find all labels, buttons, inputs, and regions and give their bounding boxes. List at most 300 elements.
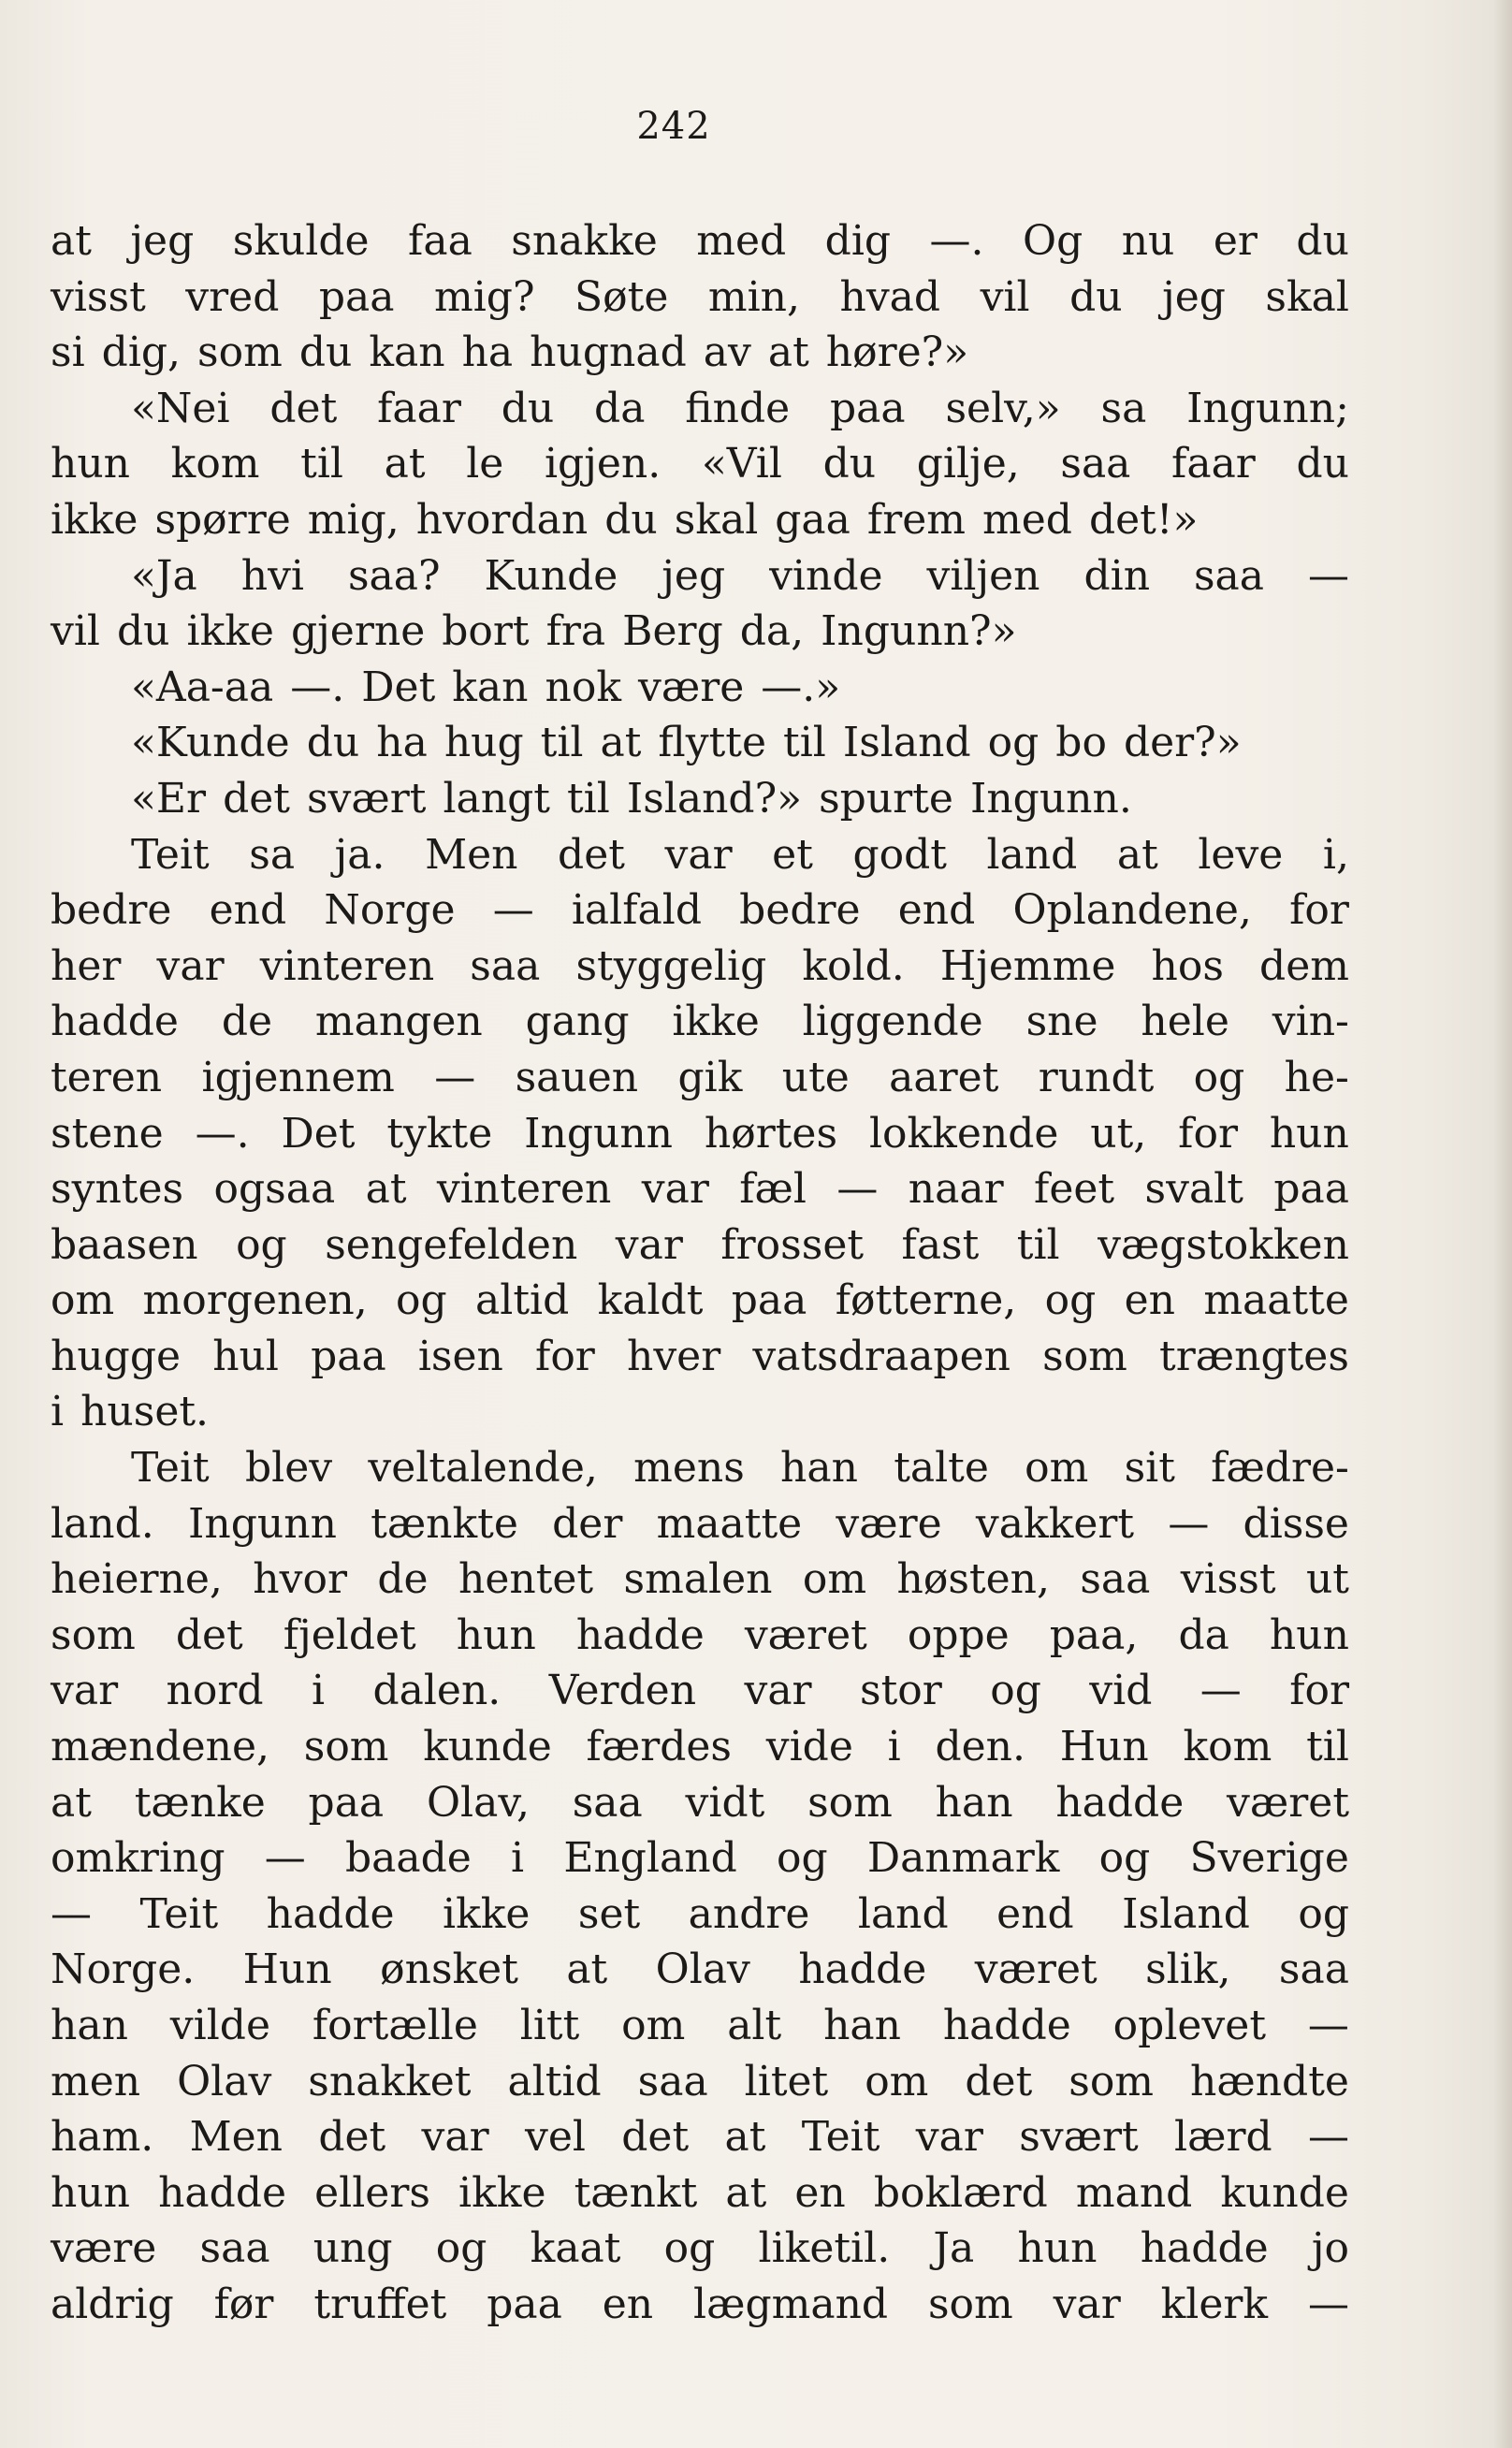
text-line [51,1161,1349,1217]
word: faar [377,384,461,432]
word: nord [166,1667,264,1715]
word: ha [376,719,428,767]
word: vinde [769,551,883,600]
word: altid [507,2057,602,2106]
word: kaldt [597,1276,704,1325]
word: kunde [1220,2168,1349,2217]
word: føtterne, [835,1276,1017,1325]
word: vil [980,272,1030,321]
word: «Kunde [131,719,290,767]
word: være [51,2224,157,2273]
word: leve [1198,830,1284,879]
word: sa [1100,384,1147,432]
word: og [236,1220,287,1269]
text-line [51,827,1349,883]
word: naar [908,1165,1004,1214]
word: og [435,2224,487,2273]
word: for [1289,886,1349,935]
word: hun [1269,1109,1349,1158]
word: hørtes [704,1109,838,1158]
word: spurte [819,774,953,823]
word: han [51,2002,128,2049]
page-edge-shadow [1493,0,1512,2448]
word: snakket [308,2057,472,2106]
word: Hjemme [939,941,1116,990]
text-line [51,436,1349,492]
text-line [51,2054,1349,2110]
word: jeg [662,551,726,600]
text-line [51,213,1349,270]
text-line [51,939,1349,995]
text-line [51,2109,1349,2165]
word: fjeldet [283,1610,416,1659]
word: hun [1017,2224,1098,2273]
word: set [577,1889,641,1938]
word: hentet [458,1555,594,1604]
word: syntes [51,1165,184,1214]
word: sa [249,830,296,879]
word: til [1016,1220,1060,1269]
word: «Ja [131,551,197,600]
word: paa [731,1276,807,1325]
word: — [51,1889,92,1938]
word: Berg [622,607,723,656]
word: og [1098,1834,1151,1883]
word: at [725,2168,767,2217]
word: lærd [1174,2113,1272,2162]
word: saa [1080,1555,1151,1604]
word: ellers [314,2168,430,2217]
word: ute [781,1053,850,1101]
word: vatsdraapen [752,1332,1010,1380]
word: Teit [801,2113,880,2162]
word: baasen [51,1220,198,1269]
word: mig? [433,272,535,321]
word: Verden [548,1667,697,1715]
word: truffet [313,2280,447,2328]
word: en [602,2280,654,2328]
word: saa [1193,551,1265,600]
word: skulde [232,217,370,265]
word: skal [674,495,759,544]
word: det [965,2057,1033,2106]
word: og [396,1276,447,1325]
text-line [51,325,1349,381]
word: bort [442,607,530,656]
text-line [51,1998,1349,2054]
word: de [221,998,273,1046]
word: var [664,830,733,879]
word: en [1124,1276,1175,1325]
word: frem [866,495,966,544]
word: hver [626,1332,721,1380]
text-line [51,1608,1349,1664]
word: i [311,1667,326,1715]
word: jeg [130,217,195,265]
word: — [1168,1499,1210,1548]
word: i, [1322,830,1349,879]
word: din [1083,551,1151,600]
word: du [604,495,658,544]
word: — [1199,1667,1242,1715]
page-number: 242 [636,105,711,148]
word: visst [51,272,146,321]
word: «Vil [701,440,782,488]
word: det [175,1610,243,1659]
word: smalen [623,1555,773,1604]
word: tykte [386,1109,493,1158]
word: hadde [51,998,179,1046]
word: med [982,495,1072,544]
word: svært [1019,2113,1139,2162]
word: du [501,384,555,432]
word: ønsket [380,1945,518,1994]
word: og [663,2224,716,2273]
text-line [51,1719,1349,1775]
word: land [986,830,1078,879]
word: svært [306,774,427,823]
word: Og [1023,217,1083,265]
word: til [566,774,610,823]
word: høsten, [896,1555,1050,1604]
word: hul [212,1332,279,1380]
word: Norge. [51,1945,196,1994]
word: i [51,1388,65,1436]
word: teren [51,1053,163,1101]
word: disse [1243,1499,1349,1548]
word: hun [1269,1610,1349,1659]
word: gjerne [290,607,426,656]
text-line [51,548,1349,605]
word: —.» [761,663,841,711]
word: ham. [51,2113,154,2162]
word: — [1307,2113,1349,2162]
word: visst [1180,1555,1276,1604]
word: du [1069,272,1123,321]
word: en [794,2168,846,2217]
word: saa [199,2224,270,2273]
word: han [823,2002,901,2049]
word: Teit [131,830,210,879]
word: hadde [158,2168,287,2217]
word: igjennem [201,1053,395,1101]
word: vilde [169,2002,270,2049]
word: paa [308,1778,385,1827]
word: som [1042,1332,1127,1380]
word: paa [830,384,906,432]
word: boklærd [873,2168,1048,2217]
word: du [298,328,353,377]
word: Ingunn [524,1109,674,1158]
word: maatte [1203,1276,1349,1325]
word: Hun [242,1945,332,1994]
word: det [621,2113,690,2162]
word: andre [688,1889,810,1938]
word: ikke [51,495,138,544]
word: aaret [889,1053,999,1101]
word: ikke [672,998,760,1046]
text-line [51,660,1349,716]
word: om [802,1555,867,1604]
word: kom [1183,1723,1272,1771]
word: selv,» [945,384,1061,432]
word: maatte [656,1499,803,1548]
word: kaat [530,2224,621,2273]
word: Hun [1059,1723,1149,1771]
word: og [1193,1053,1245,1101]
word: Ingunn?» [821,607,1017,656]
word: end [996,1889,1074,1938]
word: blev [244,1444,333,1493]
word: tænke [134,1778,266,1827]
word: alt [727,2002,782,2049]
text-line [51,2221,1349,2277]
word: du [1296,217,1349,265]
word: det [223,774,290,823]
word: tænkte [371,1499,518,1548]
word: kold. [802,941,905,990]
word: end [897,886,976,935]
word: ha [461,328,514,377]
word: av [703,328,751,377]
word: vinteren [259,941,435,990]
word: været [974,1945,1098,1994]
word: rundt [1038,1053,1155,1101]
word: var [156,941,225,990]
word: de [377,1555,429,1604]
text-line [51,1775,1349,1831]
word: —. [929,217,984,265]
word: sit [1124,1444,1175,1493]
word: bedre [51,886,172,935]
word: hos [1151,941,1224,990]
word: — [836,1165,879,1214]
word: hugge [51,1332,182,1380]
word: som [303,1723,389,1771]
word: om [51,1276,115,1325]
word: nu [1121,217,1175,265]
text-line [51,492,1349,548]
word: kan [369,328,445,377]
word: hadde [942,2002,1071,2049]
word: til [783,719,826,767]
word: lægmand [693,2280,889,2328]
word: bedre [739,886,861,935]
word: vakkert [975,1499,1135,1548]
text-line [51,882,1349,939]
word: der?» [1123,719,1242,767]
word: end [209,886,287,935]
word: —. [290,663,345,711]
word: og [777,1834,828,1883]
word: hugnad [530,328,687,377]
text-line [51,1496,1349,1552]
word: hvor [253,1555,347,1604]
word: vil [51,607,101,656]
word: mand [1075,2168,1193,2217]
word: vinteren [436,1165,612,1214]
word: fast [901,1220,980,1269]
word: le [466,440,504,488]
word: Norge [324,886,456,935]
word: ikke [458,2168,546,2217]
word: faar [1171,440,1256,488]
text-line [51,771,1349,827]
word: klerk [1160,2280,1269,2328]
word: styggelig [575,941,767,990]
word: færdes [586,1723,733,1771]
word: hadde [1055,1778,1185,1827]
word: høre?» [825,328,969,377]
word: der [552,1499,623,1548]
word: han [780,1444,858,1493]
text-line [51,1440,1349,1496]
word: at [51,217,92,265]
word: svalt [1144,1165,1243,1214]
word: ja. [334,830,385,879]
word: paa [1273,1165,1349,1214]
word: kom [170,440,260,488]
word: liketil. [758,2224,891,2273]
word: som [807,1778,893,1827]
word: saa [1060,440,1131,488]
word: til [1306,1723,1349,1771]
word: et [772,830,813,879]
word: Kunde [484,551,618,600]
word: paa [311,1332,386,1380]
word: oppe [907,1610,1010,1659]
word: Ingunn. [969,774,1132,823]
word: da [1178,1610,1229,1659]
word: Ingunn; [1186,384,1349,432]
word: at [384,440,426,488]
word: at [51,1778,92,1827]
word: hun [51,440,131,488]
word: «Aa-aa [131,663,274,711]
word: du [117,607,170,656]
word: saa [572,1778,643,1827]
word: som [927,2280,1013,2328]
word: land [857,1889,949,1938]
word: var [51,1667,119,1715]
word: kan [452,663,529,711]
word: lokkende [868,1109,1059,1158]
word: Teit [139,1889,219,1938]
word: land. [51,1499,154,1548]
word: isen [417,1332,503,1380]
word: sne [1025,998,1098,1046]
word: dalen. [372,1667,502,1715]
text-line [51,1552,1349,1608]
word: litt [519,2002,580,2049]
word: vel [524,2113,586,2162]
word: litet [744,2057,829,2106]
word: du [306,719,360,767]
word: Danmark [866,1834,1060,1883]
word: du [1296,440,1349,488]
word: snakke [511,217,658,265]
text-line [51,604,1349,660]
word: var [641,1165,709,1214]
word: fra [545,607,606,656]
word: Island [842,719,971,767]
text-line [51,1384,1349,1440]
word: Island?» [626,774,803,823]
word: saa [1278,1945,1349,1994]
word: Olav [655,1945,750,1994]
text-line [51,1106,1349,1162]
word: og [987,719,1040,767]
word: var [1053,2280,1121,2328]
word: omkring [51,1834,225,1883]
word: Ingunn [188,1499,337,1548]
word: hadde [266,1889,395,1938]
word: stene [51,1109,164,1158]
word: det!» [1088,495,1199,544]
word: langt [443,774,550,823]
word: før [213,2280,274,2328]
word: — [1307,2002,1349,2049]
word: ung [313,2224,393,2273]
word: skal [1265,272,1349,321]
word: Det [361,663,436,711]
text-line [51,1942,1349,1998]
text-line [51,994,1349,1050]
word: vidt [685,1778,765,1827]
word: det [318,2113,386,2162]
word: flytte [658,719,767,767]
word: mens [633,1444,745,1493]
word: talte [894,1444,989,1493]
word: paa [318,272,395,321]
word: gik [677,1053,743,1101]
text-line [51,1273,1349,1329]
text-line [51,715,1349,771]
word: — [264,1834,306,1883]
word: gilje, [916,440,1020,488]
word: saa? [347,551,441,600]
word: i [511,1834,525,1883]
word: du [822,440,877,488]
word: si [51,328,85,377]
word: finde [685,384,791,432]
word: godt [852,830,947,879]
word: tænkt [574,2168,698,2217]
word: for [1289,1667,1349,1715]
word: men [51,2057,141,2106]
word: hvad [839,272,941,321]
word: Men [425,830,518,879]
word: dem [1259,941,1349,990]
word: — [1307,2280,1349,2328]
word: —. [195,1109,250,1158]
word: var [744,1667,812,1715]
word: kunde [423,1723,552,1771]
word: bo [1055,719,1107,767]
word: jo [1311,2224,1349,2273]
word: «Er [131,774,207,823]
word: være [836,1499,942,1548]
text-line [51,270,1349,326]
word: dig [824,217,892,265]
word: være [638,663,745,711]
word: hændte [1190,2057,1349,2106]
word: er [1213,217,1258,265]
word: som [197,328,283,377]
word: Det [281,1109,356,1158]
word: — [492,886,534,935]
word: nok [545,663,621,711]
